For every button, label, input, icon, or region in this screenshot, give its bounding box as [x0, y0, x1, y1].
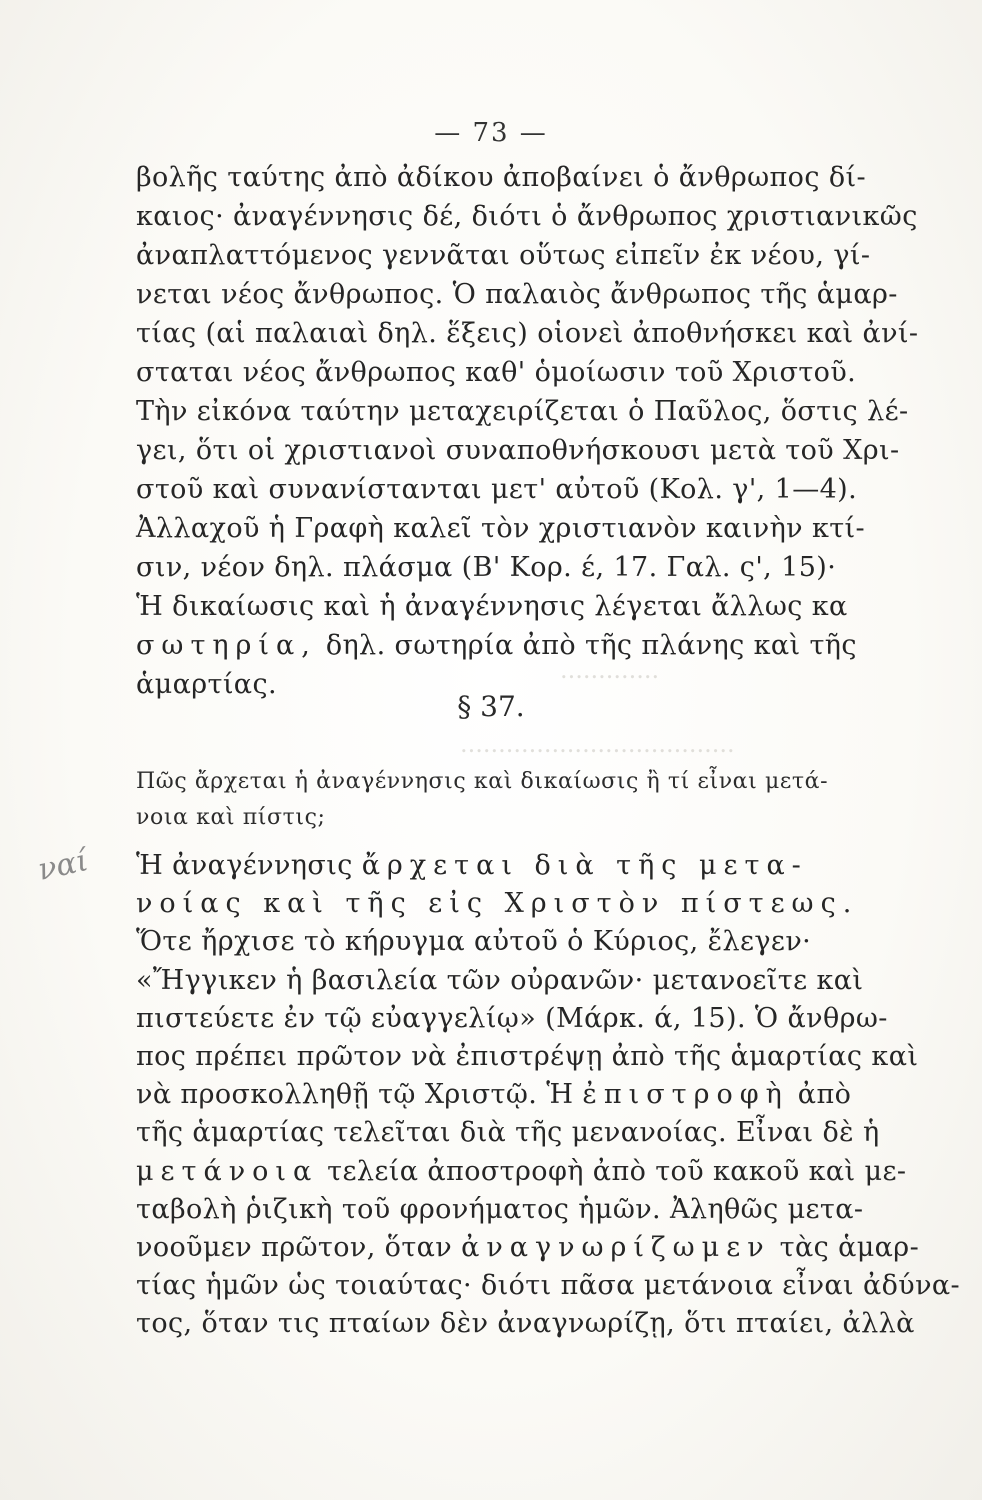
question-line: Πῶς ἄρχεται ἡ ἀναγέννησις καὶ δικαίωσις ἢ τί εἶναι μετά-: [136, 769, 829, 794]
text-span: τίας ἡμῶν ὡς τοιαύτας· διότι πᾶσα μετάνοια εἶναι ἀδύνα-: [136, 1270, 961, 1301]
text-span: τὰς ἁμαρ-: [770, 1232, 920, 1263]
text-line: [136, 1192, 864, 1228]
text-span: τελεία ἀποστροφὴ ἀπὸ τοῦ κακοῦ καὶ με-: [318, 1156, 907, 1187]
text-line: στοῦ καὶ συνανίστανται μετ' αὐτοῦ (Κολ. γ', 1—4).: [136, 474, 858, 505]
text-line: γει, ὅτι οἱ χριστιανοὶ συναποθνήσκουσι μετὰ τοῦ Χρι-: [136, 435, 900, 466]
text-line: [136, 1077, 852, 1113]
text-span: Ἡ ἀναγέννησις: [136, 850, 362, 881]
text-line: [136, 886, 859, 922]
page-number: — 73 —: [434, 118, 548, 148]
text-span: νὰ προσκολληθῇ τῷ Χριστῷ. Ἡ: [136, 1079, 583, 1110]
text-span: νοοῦμεν πρῶτον, ὅταν: [136, 1232, 462, 1263]
text-span: πος πρέπει πρῶτον νὰ ἐπιστρέψῃ ἀπὸ τῆς ἁμαρτίας καὶ: [136, 1041, 919, 1072]
text-span: τος, ὅταν τις πταίων δὲν ἀναγνωρίζῃ, ὅτι πταίει, ἀλλὰ: [136, 1308, 915, 1339]
text-span: «Ἤγγικεν ἡ βασιλεία τῶν οὐρανῶν· μετανοεῖτε καὶ: [136, 965, 864, 996]
text-line: [136, 1154, 907, 1190]
text-span: δηλ. σωτηρία ἀπὸ τῆς πλάνης καὶ τῆς: [325, 630, 857, 661]
spaced-term: ἐπιστροφὴ: [582, 1079, 789, 1110]
text-line: νεται νέος ἄνθρωπος. Ὁ παλαιὸς ἄνθρωπος τῆς ἁμαρ-: [136, 279, 898, 310]
spaced-term: σωτηρία,: [136, 630, 317, 661]
text-line: [136, 848, 808, 884]
text-line: Ἀλλαχοῦ ἡ Γραφὴ καλεῖ τὸν χριστιανὸν καινὴν κτί-: [136, 513, 866, 544]
text-line: τίας (αἱ παλαιαὶ δηλ. ἕξεις) οἱονεὶ ἀποθνήσκει καὶ ἀνί-: [136, 318, 919, 349]
text-line: [136, 1001, 888, 1037]
bleed-through: ....................................: [460, 730, 735, 758]
text-line: [136, 1039, 919, 1075]
text-span: ἀπὸ: [788, 1079, 852, 1110]
text-line: ἀναπλαττόμενος γεννᾶται οὕτως εἰπεῖν ἐκ νέου, γί-: [136, 240, 871, 271]
text-line: [136, 924, 812, 960]
text-span: Ὅτε ἤρχισε τὸ κήρυγμα αὐτοῦ ὁ Κύριος, ἔλεγεν·: [136, 926, 812, 957]
text-line: σιν, νέον δηλ. πλάσμα (Β' Κορ. έ, 17. Γαλ. ς', 15)·: [136, 552, 837, 583]
text-line: καιος· ἀναγέννησις δέ, διότι ὁ ἄνθρωπος χριστιανικῶς: [136, 201, 918, 232]
spaced-term: νοίας καὶ τῆς εἰς Χριστὸν πίστεως.: [136, 888, 859, 919]
text-line: Ἡ δικαίωσις καὶ ἡ ἀναγέννησις λέγεται ἄλλως κα: [136, 591, 848, 622]
spaced-term: ἄρχεται διὰ τῆς μετα-: [361, 850, 808, 881]
text-line: [136, 628, 857, 664]
text-span: πιστεύετε ἐν τῷ εὐαγγελίῳ» (Μάρκ. ά, 15). Ὁ ἄνθρω-: [136, 1003, 888, 1034]
text-line: ἁμαρτίας.: [136, 669, 277, 700]
text-line: [136, 1306, 915, 1342]
spaced-term: ἀναγνωρίζωμεν: [461, 1232, 771, 1263]
text-line: [136, 1230, 920, 1266]
text-line: [136, 1115, 880, 1151]
text-line: σταται νέος ἄνθρωπος καθ' ὁμοίωσιν τοῦ Χριστοῦ.: [136, 357, 857, 388]
question-line: νοια καὶ πίστις;: [136, 805, 326, 830]
section-heading: § 37.: [457, 690, 525, 723]
text-line: Τὴν εἰκόνα ταύτην μεταχειρίζεται ὁ Παῦλος, ὅστις λέ-: [136, 396, 909, 427]
text-line: βολῆς ταύτης ἀπὸ ἀδίκου ἀποβαίνει ὁ ἄνθρωπος δί-: [136, 162, 867, 193]
text-span: τῆς ἁμαρτίας τελεῖται διὰ τῆς μενανοίας. Εἶναι δὲ ἡ: [136, 1117, 880, 1148]
text-line: [136, 1268, 961, 1304]
handwritten-margin-note: ναί: [34, 843, 92, 888]
text-span: ταβολὴ ῥιζικὴ τοῦ φρονήματος ἡμῶν. Ἀληθῶς μετα-: [136, 1194, 864, 1225]
text-line: [136, 963, 864, 999]
spaced-term: μετάνοια: [136, 1156, 319, 1187]
bleed-through: .............: [560, 656, 660, 684]
